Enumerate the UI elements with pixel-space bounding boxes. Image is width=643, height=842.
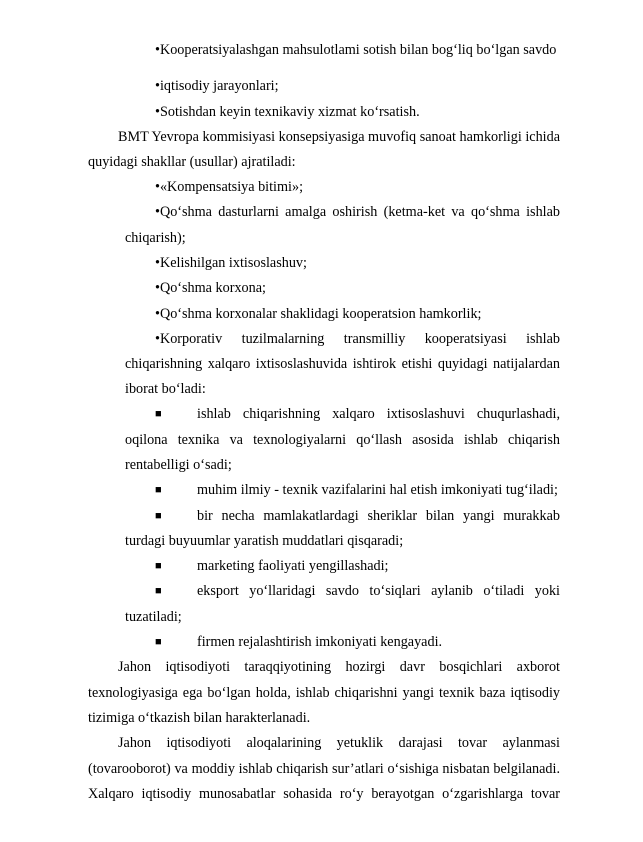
text-line: bir necha mamlakatlardagi sheriklar bilan yangi murakkab: [197, 508, 560, 524]
text-line: •Qo‘shma dasturlarni amalga oshirish (ketma-ket va qo‘shma ishlab: [155, 204, 560, 220]
text-line: BMT Yevropa kommisiyasi konsepsiyasiga muvofiq sanoat hamkorligi ichida: [118, 129, 560, 145]
square-bullet: ■: [155, 510, 162, 522]
text-line: •iqtisodiy jarayonlari;: [155, 78, 279, 94]
text-line: •Kelishilgan ixtisoslashuv;: [155, 255, 307, 271]
text-line: quyidagi shakllar (usullar) ajratiladi:: [88, 154, 296, 170]
text-line: •Kooperatsiyalashgan mahsulotlami sotish bilan bog‘liq bo‘lgan savdo: [155, 42, 557, 58]
text-line: oqilona texnika va texnologiyalarni qo‘llash asosida ishlab chiqarish: [125, 432, 560, 448]
text-line: Xalqaro iqtisodiy munosabatlar sohasida ro‘y berayotgan o‘zgarishlarga tovar: [88, 786, 560, 802]
text-line: muhim ilmiy - texnik vazifalarini hal etish imkoniyati tug‘iladi;: [197, 482, 558, 498]
square-bullet: ■: [155, 636, 162, 648]
text-line: eksport yo‘llaridagi savdo to‘siqlari aylanib o‘tiladi yoki: [197, 583, 560, 599]
text-line: chiqarishning xalqaro ixtisoslashuvida ishtirok etishi quyidagi natijalardan: [125, 356, 560, 372]
square-bullet: ■: [155, 408, 162, 420]
text-line: texnologiyasiga ega bo‘lgan holda, ishlab chiqarishni yangi texnik baza iqtisodiy: [88, 685, 560, 701]
text-line: •Korporativ tuzilmalarning transmilliy kooperatsiyasi ishlab: [155, 331, 560, 347]
square-bullet: ■: [155, 560, 162, 572]
text-line: tuzatiladi;: [125, 609, 182, 625]
text-line: firmen rejalashtirish imkoniyati kengayadi.: [197, 634, 443, 650]
text-line: •Qo‘shma korxona;: [155, 280, 266, 296]
square-bullet: ■: [155, 585, 162, 597]
text-line: turdagi buyuumlar yaratish muddatlari qisqaradi;: [125, 533, 404, 549]
text-line: •Qo‘shma korxonalar shaklidagi kooperatsion hamkorlik;: [155, 306, 482, 322]
text-line: marketing faoliyati yengillashadi;: [197, 558, 389, 574]
text-line: iborat bo‘ladi:: [125, 381, 206, 397]
text-line: tizimiga o‘tkazish bilan harakterlanadi.: [88, 710, 311, 726]
text-line: Jahon iqtisodiyoti aloqalarining yetuklik darajasi tovar aylanmasi: [118, 735, 560, 751]
text-line: ishlab chiqarishning xalqaro ixtisoslashuvi chuqurlashadi,: [197, 406, 560, 422]
text-line: rentabelligi o‘sadi;: [125, 457, 232, 473]
text-line: Jahon iqtisodiyoti taraqqiyotining hozirgi davr bosqichlari axborot: [118, 659, 560, 675]
text-line: (tovarooborot) va moddiy ishlab chiqarish sur’atlari o‘sishiga nisbatan belgilanadi.: [88, 761, 560, 777]
text-line: •Sotishdan keyin texnikaviy xizmat ko‘rsatish.: [155, 104, 420, 120]
text-line: chiqarish);: [125, 230, 186, 246]
square-bullet: ■: [155, 484, 162, 496]
text-line: •«Kompensatsiya bitimi»;: [155, 179, 304, 195]
